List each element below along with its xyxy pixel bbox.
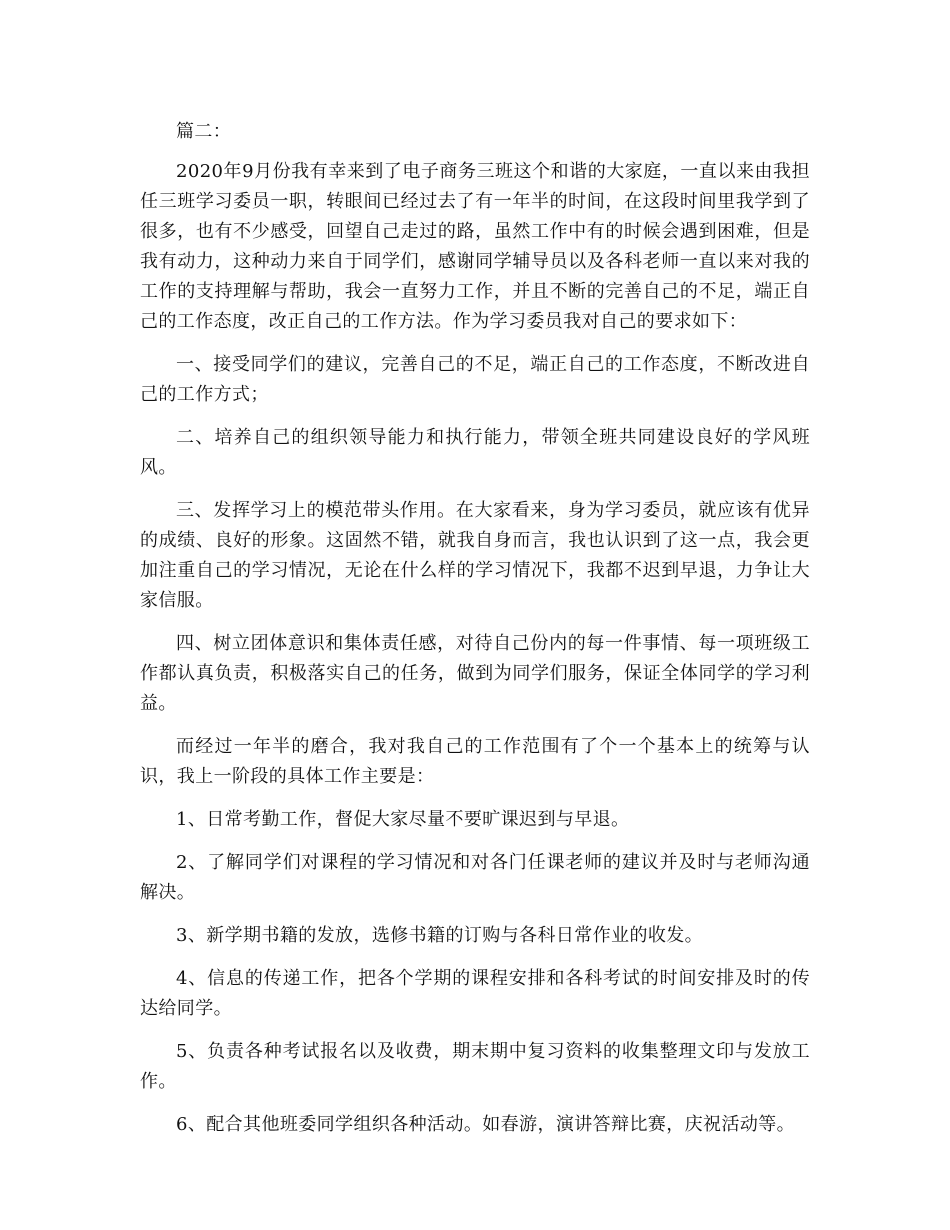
paragraph-intro: 2020年9月份我有幸来到了电子商务三班这个和谐的大家庭，一直以来由我担任三班学习委员一职，转眼间已经过去了有一年半的时间，在这段时间里我学到了很多，也有不少感受，回望自己走过的路，虽然工作中有的时候会遇到困难，但是我有动力，这种动力来自于同学们，感谢同学辅导员以及各科老师一直以来对我的工作的支持理解与帮助，我会一直努力工作，并且不断的完善自己的不足，端正自己的工作态度，改正自己的工作方法。作为学习委员我对自己的要求如下： xyxy=(140,161,810,332)
section-heading: 篇二： xyxy=(176,121,232,142)
paragraph-work-item-2: 2、了解同学们对课程的学习情况和对各门任课老师的建议并及时与老师沟通解决。 xyxy=(140,852,810,903)
paragraph-work-item-6: 6、配合其他班委同学组织各种活动。如春游，演讲答辩比赛，庆祝活动等。 xyxy=(176,1114,796,1135)
document-body xyxy=(140,117,810,1153)
paragraph-work-item-1: 1、日常考勤工作，督促大家尽量不要旷课迟到与早退。 xyxy=(176,809,630,830)
paragraph-requirement-3: 三、发挥学习上的模范带头作用。在大家看来，身为学习委员，就应该有优异的成绩、良好的形象。这固然不错，就我自身而言，我也认识到了这一点，我会更加注重自己的学习情况，无论在什么样的学习情况下，我都不迟到早退，力争让大家信服。 xyxy=(140,500,810,611)
paragraph-work-item-3: 3、新学期书籍的发放，选修书籍的订购与各科日常作业的收发。 xyxy=(176,925,704,946)
paragraph-requirement-2: 二、培养自己的组织领导能力和执行能力，带领全班共同建设良好的学风班风。 xyxy=(140,427,810,478)
paragraph-work-summary: 而经过一年半的磨合，我对我自己的工作范围有了个一个基本上的统筹与认识，我上一阶段的具体工作主要是： xyxy=(140,736,810,787)
paragraph-requirement-1: 一、接受同学们的建议，完善自己的不足，端正自己的工作态度，不断改进自己的工作方式； xyxy=(140,354,810,405)
paragraph-requirement-4: 四、树立团体意识和集体责任感，对待自己份内的每一件事情、每一项班级工作都认真负责，积极落实自己的任务，做到为同学们服务，保证全体同学的学习利益。 xyxy=(140,633,810,714)
paragraph-work-item-4: 4、信息的传递工作，把各个学期的课程安排和各科考试的时间安排及时的传达给同学。 xyxy=(140,968,810,1019)
paragraph-work-item-5: 5、负责各种考试报名以及收费，期末期中复习资料的收集整理文印与发放工作。 xyxy=(140,1041,810,1092)
